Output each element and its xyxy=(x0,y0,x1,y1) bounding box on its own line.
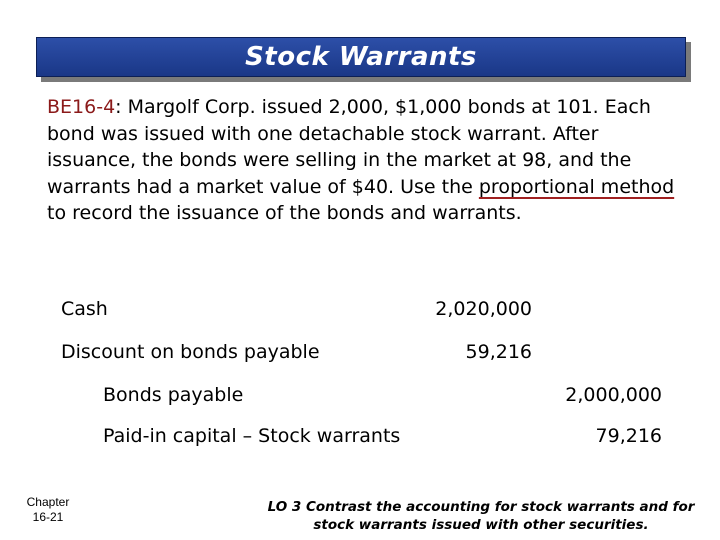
journal-discount-label: Discount on bonds payable xyxy=(61,341,320,363)
problem-statement xyxy=(47,94,687,227)
journal-pic-amount: 79,216 xyxy=(595,425,662,447)
problem-text-part2: to record the issuance of the bonds and warrants. xyxy=(47,202,522,224)
journal-bonds-amount: 2,000,000 xyxy=(565,384,662,406)
journal-cash-amount: 2,020,000 xyxy=(435,298,532,320)
learning-objective: LO 3 Contrast the accounting for stock warrants and for stock warrants issued with other securities. xyxy=(267,499,695,533)
chapter-page: 16-21 xyxy=(32,510,64,524)
journal-bonds-label: Bonds payable xyxy=(103,384,244,406)
problem-text-part1: : Margolf Corp. issued 2,000, $1,000 bonds at 101. Each bond was issued with one detachable stock warrant. After issuance, the bonds were selling in the market at 98, and the warrants had a market value of $40. Use the xyxy=(47,96,651,198)
chapter-label: Chapter xyxy=(26,495,70,509)
proportional-method-phrase: proportional method xyxy=(478,175,675,198)
journal-cash-label: Cash xyxy=(61,298,108,320)
title-bar xyxy=(36,37,686,77)
problem-reference: BE16-4 xyxy=(47,96,116,118)
journal-pic-label: Paid-in capital – Stock warrants xyxy=(103,425,401,447)
slide-title: Stock Warrants xyxy=(245,42,477,72)
journal-discount-amount: 59,216 xyxy=(465,341,532,363)
chapter-footer xyxy=(18,495,78,525)
